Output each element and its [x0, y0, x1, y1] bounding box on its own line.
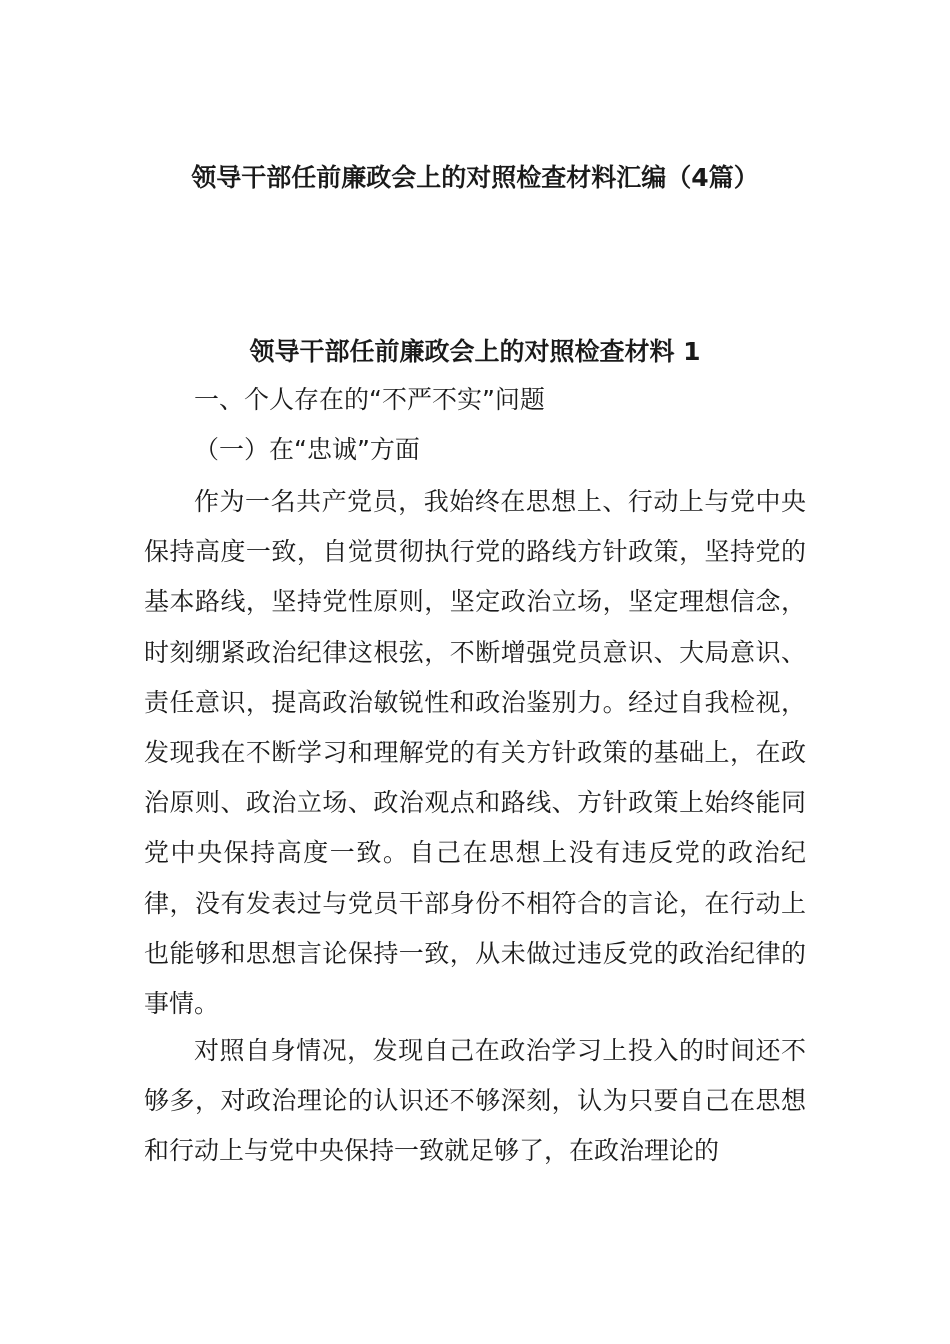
heading-level-1: 一、个人存在的“不严不实”问题: [194, 385, 545, 414]
heading-level-2: （一）在“忠诚”方面: [194, 435, 420, 464]
body-paragraph: 作为一名共产党员，我始终在思想上、行动上与党中央保持高度一致，自觉贯彻执行党的路线方针政策，坚持党的基本路线，坚持党性原则，坚定政治立场，坚定理想信念，时刻绷紧政治纪律这根弦，不断增强党员意识、大局意识、责任意识，提高政治敏锐性和政治鉴别力。经过自我检视，发现我在不断学习和理解党的有关方针政策的基础上，在政治原则、政治立场、政治观点和路线、方针政策上始终能同党中央保持高度一致。自己在思想上没有违反党的政治纪律，没有发表过与党员干部身份不相符合的言论，在行动上也能够和思想言论保持一致，从未做过违反党的政治纪律的事情。: [144, 487, 806, 1019]
body-paragraph: 对照自身情况，发现自己在政治学习上投入的时间还不够多，对政治理论的认识还不够深刻，认为只要自己在思想和行动上与党中央保持一致就足够了，在政治理论的: [144, 1036, 806, 1166]
document-title: 领导干部任前廉政会上的对照检查材料汇编（4篇）: [191, 163, 759, 192]
section-title: 领导干部任前廉政会上的对照检查材料 1: [249, 337, 701, 366]
